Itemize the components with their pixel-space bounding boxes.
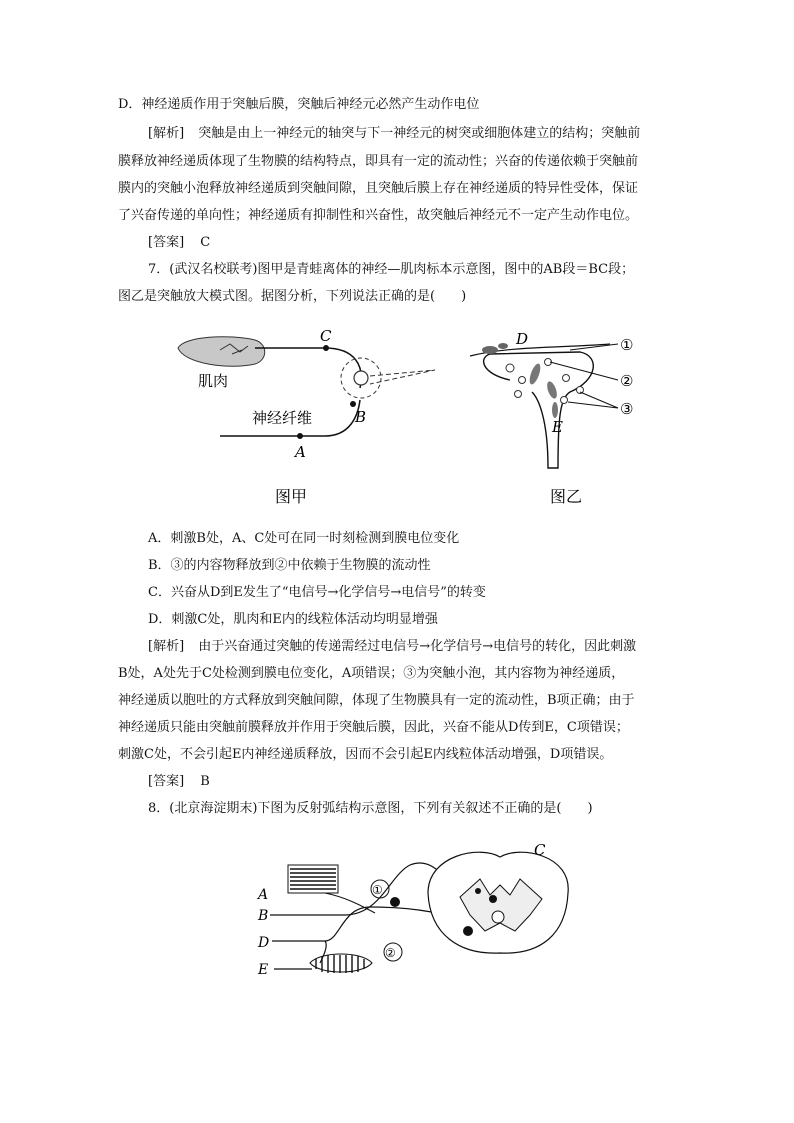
neuron-body <box>475 888 481 894</box>
synaptic-vesicle <box>515 391 522 398</box>
q7-option: A．刺激B处，A、C处可在同一时刻检测到膜电位变化 <box>148 531 460 546</box>
mitochondrion <box>527 362 542 385</box>
motor-neuron <box>463 926 473 936</box>
q7-analysis-line: 神经递质以胞吐的方式释放到突触间隙，体现了生物膜具有一定的流动性，B项正确；由于 <box>118 693 635 708</box>
q7-stem-line: 7．(武汉名校联考)图甲是青蛙离体的神经—肌肉标本示意图，图中的AB段＝BC段； <box>148 262 635 277</box>
q7-option: D．刺激C处，肌肉和E内的线粒体活动均明显增强 <box>148 612 438 627</box>
q7-analysis-line: 神经递质只能由突触前膜释放并作用于突触后膜，因此，兴奋不能从D传到E，C项错误； <box>118 720 629 735</box>
figure-jia-caption: 图甲 <box>275 487 308 506</box>
q7-figure <box>160 318 660 513</box>
q7-answer-label: [答案] <box>148 774 185 789</box>
interneuron <box>489 895 497 903</box>
q7-analysis-line: 刺激C处，不会引起E内神经递质释放，因而不会引起E内线粒体活动增强，D项错误。 <box>118 747 613 762</box>
muscle-shape <box>178 337 265 367</box>
mitochondrion <box>552 402 558 418</box>
muscle-label: 肌肉 <box>198 372 229 390</box>
ganglion-cell <box>390 897 400 907</box>
vesicle-released <box>482 346 498 354</box>
receptor-fiber <box>325 893 375 913</box>
vesicle-released <box>498 343 508 349</box>
q6-answer-label: [答案] <box>148 235 185 250</box>
synaptic-vesicle <box>519 377 526 384</box>
q7-answer-value: B <box>200 774 210 789</box>
label-d: D <box>516 330 529 348</box>
q6-analysis-line: 了兴奋传递的单向性；神经递质有抑制性和兴奋性，故突触后神经元不一定产生动作电位。 <box>118 208 639 223</box>
central-canal <box>492 911 504 923</box>
label-e: E <box>552 418 563 436</box>
q6-option-d: D．神经递质作用于突触后膜，突触后神经元必然产生动作电位 <box>118 97 480 112</box>
synaptic-vesicle <box>561 397 568 404</box>
synaptic-vesicle <box>563 375 570 382</box>
q7-analysis-label: [解析] <box>148 639 185 654</box>
label-d: D <box>258 935 270 951</box>
label-a: A <box>258 887 269 903</box>
mark-2: ② <box>620 372 634 390</box>
label-c: C <box>320 327 332 345</box>
label-e: E <box>258 962 269 978</box>
q7-analysis-line: [解析] 由于兴奋通过突触的传递需经过电信号→化学信号→电信号的转化，因此刺激 <box>148 639 637 654</box>
point-b-dot <box>350 401 356 407</box>
q6-answer-value: C <box>200 235 211 250</box>
point-a-dot <box>297 433 303 439</box>
q7-analysis-line: B处，A处先于C处检测到膜电位变化，A项错误；③为突触小泡，其内容物为神经递质， <box>118 666 625 681</box>
q6-answer <box>148 235 210 251</box>
q6-analysis-line: 膜释放神经递质体现了生物膜的结构特点，即具有一定的流动性；兴奋的传递依赖于突触前 <box>118 154 639 169</box>
point-c-dot <box>323 345 329 351</box>
q7-stem-line: 图乙是突触放大模式图。据图分析，下列说法正确的是( ) <box>118 289 467 304</box>
synaptic-vesicle <box>506 364 514 372</box>
synapse-ending <box>354 371 368 385</box>
q7-option: C．兴奋从D到E发生了“电信号→化学信号→电信号”的转变 <box>148 585 486 600</box>
mark-3: ③ <box>620 400 634 418</box>
receptor-skin <box>288 865 338 893</box>
mitochondrion <box>545 380 559 400</box>
leader-2 <box>550 362 618 380</box>
label-b: B <box>355 408 367 426</box>
q7-answer <box>148 774 210 790</box>
label-a: A <box>295 443 306 461</box>
zoom-projection-lines <box>370 370 435 384</box>
mark-1: ① <box>620 336 634 354</box>
figure-yi-caption: 图乙 <box>550 487 583 506</box>
q7-option: B．③的内容物释放到②中依赖于生物膜的流动性 <box>148 558 431 573</box>
q8-figure <box>250 835 570 1000</box>
q8-stem: 8．(北京海淀期末)下图为反射弧结构示意图，下列有关叙述不正确的是( ) <box>148 801 593 816</box>
label-b: B <box>258 908 269 924</box>
mark-2: ② <box>385 946 396 960</box>
q6-analysis-line: [解析] 突触是由上一神经元的轴突与下一神经元的树突或细胞体建立的结构；突触前 <box>148 126 641 141</box>
nerve-fiber-upper <box>255 348 361 388</box>
label-c: C <box>534 841 546 859</box>
q6-analysis-line: 膜内的突触小泡释放神经递质到突触间隙，且突触后膜上存在神经递质的特异性受体，保证 <box>118 181 639 196</box>
effector-muscle <box>310 954 372 973</box>
mark-1: ① <box>372 883 383 897</box>
q6-analysis-label: [解析] <box>148 126 185 141</box>
nerve-fiber-label: 神经纤维 <box>252 409 313 427</box>
